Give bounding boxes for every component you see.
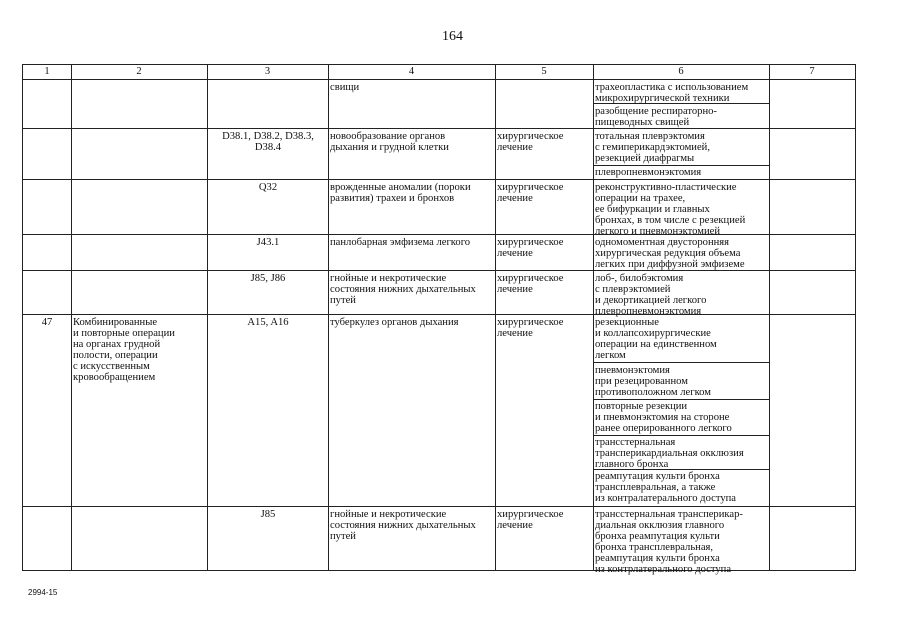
- method-cell: реампутация культи бронха трансплевральная, а также из контралатерального доступа: [595, 471, 736, 504]
- method-cell: одномоментная двусторонняя хирургическая редукция объема легких при диффузной эмфиземе: [595, 237, 745, 270]
- code-cell: J85, J86: [250, 273, 286, 284]
- header-col-7: 7: [809, 66, 815, 77]
- treatment-cell: хирургическое лечение: [497, 131, 564, 153]
- procedures-table: [22, 64, 856, 575]
- disease-cell: гнойные и некротические состояния нижних дыхательных путей: [330, 509, 476, 542]
- treatment-cell: хирургическое лечение: [497, 182, 564, 204]
- code-cell: A15, A16: [247, 317, 289, 328]
- disease-cell: новообразование органов дыхания и грудной клетки: [330, 131, 449, 153]
- method-cell: тотальная плеврэктомия с гемиперикардэктомией, резекцией диафрагмы: [595, 131, 710, 164]
- code-cell: Q32: [258, 182, 278, 193]
- method-cell: пневмонэктомия при резецированном противоположном легком: [595, 365, 711, 398]
- method-divider: [593, 435, 769, 436]
- code-cell: J85: [260, 509, 276, 520]
- disease-cell: туберкулез органов дыхания: [330, 317, 459, 328]
- method-cell: трахеопластика с использованием микрохирургической техники: [595, 82, 749, 104]
- item-number-cell: 47: [41, 317, 53, 328]
- group-name-cell: Комбинированные и повторные операции на органах грудной полости, операции с искусственным кровообращением: [73, 317, 175, 383]
- header-col-5: 5: [541, 66, 547, 77]
- header-row-divider: [23, 79, 856, 80]
- page-number: 164: [442, 29, 463, 44]
- method-cell: реконструктивно-пластические операции на трахее, ее бифуркации и главных бронхах, в том числе с резекцией легкого и пневмонэктомией: [595, 182, 746, 237]
- row-divider: [23, 128, 856, 129]
- treatment-cell: хирургическое лечение: [497, 237, 564, 259]
- header-col-6: 6: [678, 66, 684, 77]
- code-cell: D38.1, D38.2, D38.3, D38.4: [222, 131, 314, 153]
- treatment-cell: хирургическое лечение: [497, 509, 564, 531]
- header-col-4: 4: [408, 66, 415, 77]
- method-cell: трансстернальная трансперикардиальная окклюзия главного бронха: [595, 437, 744, 470]
- disease-cell: гнойные и некротические состояния нижних дыхательных путей: [330, 273, 476, 306]
- method-cell: плевропневмонэктомия: [595, 167, 702, 178]
- method-divider: [593, 362, 769, 363]
- disease-cell: панлобарная эмфизема легкого: [330, 237, 471, 248]
- method-cell: разобщение респираторно- пищеводных свищей: [595, 106, 717, 128]
- row-divider: [23, 179, 856, 180]
- treatment-cell: хирургическое лечение: [497, 317, 564, 339]
- header-col-1: 1: [44, 66, 50, 77]
- treatment-cell: хирургическое лечение: [497, 273, 564, 295]
- disease-cell: свищи: [330, 82, 360, 93]
- method-divider: [593, 399, 769, 400]
- header-col-2: 2: [136, 66, 142, 77]
- method-cell: резекционные и коллапсохирургические операции на единственном легком: [595, 317, 717, 361]
- disease-cell: врожденные аномалии (пороки развития) трахеи и бронхов: [330, 182, 471, 204]
- method-cell: повторные резекции и пневмонэктомия на стороне ранее оперированного легкого: [595, 401, 732, 434]
- header-col-3: 3: [264, 66, 271, 77]
- row-divider: [23, 270, 856, 271]
- code-cell: J43.1: [256, 237, 280, 248]
- method-divider: [593, 165, 769, 166]
- document-code: 2994-15: [28, 588, 58, 597]
- method-cell: лоб-, билобэктомия с плеврэктомией и декортикацией легкого плевропневмонэктомия: [595, 273, 707, 317]
- row-divider: [23, 506, 856, 507]
- method-cell: трансстернальная трансперикар- диальная окклюзия главного бронха реампутация культи бронха трансплевральная, реампутация культи бронха из контрлатерального доступа: [595, 509, 743, 575]
